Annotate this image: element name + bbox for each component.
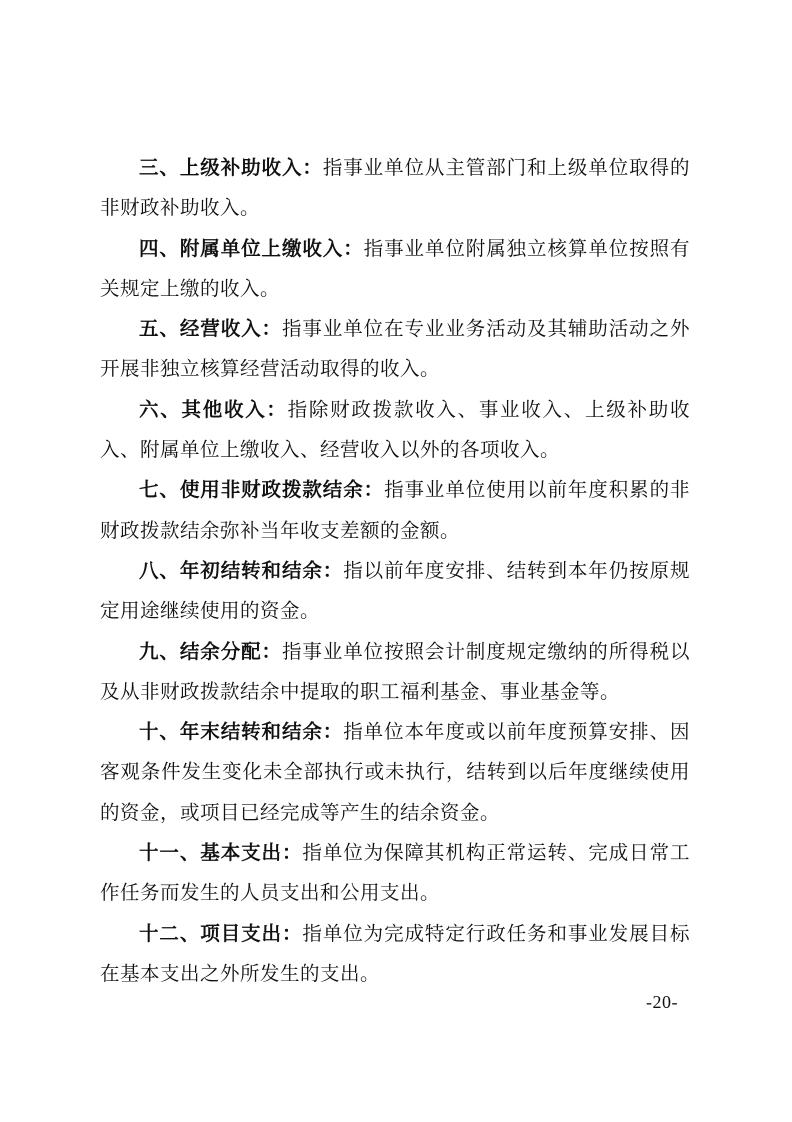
- definition-term: 六、其他收入：: [139, 397, 288, 421]
- definition-text: 指单位为保障其机构正常运转、完成日常工作任务而发生的人员支出和公用支出。: [100, 841, 690, 905]
- definition-paragraph: [100, 148, 690, 229]
- definition-paragraph: [100, 551, 690, 632]
- definition-paragraph: [100, 309, 690, 390]
- definition-term: 九、结余分配：: [139, 639, 282, 663]
- definition-text: 指单位为完成特定行政任务和事业发展目标在基本支出之外所发生的支出。: [100, 921, 690, 985]
- definition-text: 指事业单位从主管部门和上级单位取得的非财政补助收入。: [100, 156, 690, 220]
- definition-term: 三、上级补助收入：: [139, 156, 323, 179]
- definition-paragraph: [100, 470, 690, 551]
- definition-text: 指除财政拨款收入、事业收入、上级补助收入、附属单位上缴收入、经营收入以外的各项收入。: [100, 397, 690, 462]
- definition-term: 十二、项目支出：: [139, 921, 303, 945]
- definition-text: 指事业单位在专业业务活动及其辅助活动之外开展非独立核算经营活动取得的收入。: [100, 317, 690, 381]
- definition-paragraph: [100, 229, 690, 310]
- definition-paragraph: [100, 833, 690, 914]
- definition-term: 八、年初结转和结余：: [139, 558, 344, 582]
- definition-paragraph: [100, 712, 690, 833]
- definition-text: 指单位本年度或以前年度预算安排、因客观条件发生变化未全部执行或未执行，结转到以后年度继续使用的资金，或项目已经完成等产生的结余资金。: [100, 720, 690, 824]
- definition-text: 指事业单位使用以前年度积累的非财政拨款结余弥补当年收支差额的金额。: [100, 478, 690, 542]
- page-number: -20-: [646, 992, 678, 1012]
- definition-term: 十、年末结转和结余：: [139, 720, 344, 744]
- definition-text: 指以前年度安排、结转到本年仍按原规定用途继续使用的资金。: [100, 558, 690, 623]
- definition-text: 指事业单位按照会计制度规定缴纳的所得税以及从非财政拨款结余中提取的职工福利基金、事业基金等。: [100, 639, 690, 703]
- definition-text: 指事业单位附属独立核算单位按照有关规定上缴的收入。: [100, 236, 690, 300]
- definition-term: 五、经营收入：: [139, 317, 282, 341]
- definition-paragraph: [100, 632, 690, 713]
- definition-term: 四、附属单位上缴收入：: [139, 236, 364, 260]
- definition-paragraph: [100, 390, 690, 471]
- definition-paragraph: [100, 914, 690, 995]
- definition-term: 七、使用非财政拨款结余：: [139, 478, 385, 502]
- definition-term: 十一、基本支出：: [139, 841, 303, 865]
- document-body: [100, 148, 690, 994]
